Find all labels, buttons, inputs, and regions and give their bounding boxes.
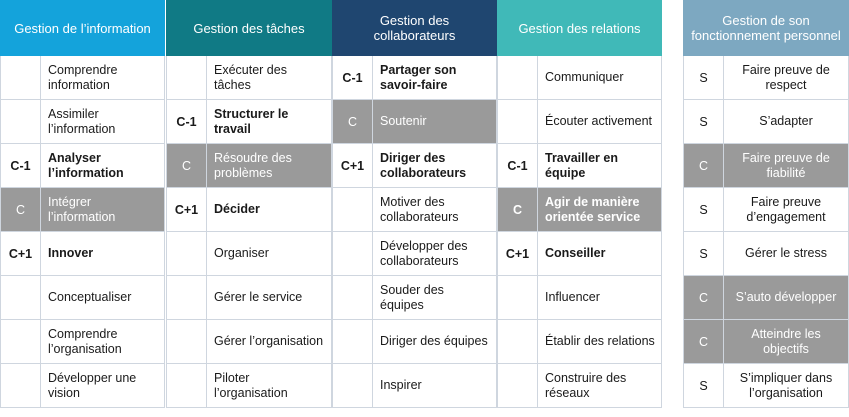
competency-list: [166, 56, 332, 408]
competency-label: Construire des réseaux: [545, 370, 627, 400]
competency-label-cell: [41, 100, 165, 143]
level-code: [167, 320, 207, 363]
competency-label-cell: [373, 276, 497, 319]
competency-row: [167, 364, 332, 408]
level-code: C: [333, 100, 373, 143]
group-fonctionnement: [683, 0, 849, 408]
competency-list: [0, 56, 165, 408]
competency-row: [333, 188, 497, 232]
competency-row: [498, 232, 662, 276]
competency-list: [332, 56, 497, 408]
competency-label-cell: [41, 56, 165, 99]
level-code: [498, 276, 538, 319]
level-code: C: [684, 144, 724, 187]
competency-label-cell: [207, 276, 332, 319]
competency-label-cell: [373, 100, 497, 143]
competency-label: Résoudre des problèmes: [214, 150, 292, 180]
competency-label-cell: [724, 188, 849, 231]
level-code: [1, 276, 41, 319]
competency-label: Exécuter des tâches: [214, 62, 287, 92]
level-code: C: [1, 188, 41, 231]
competency-label-cell: [724, 232, 849, 275]
competency-label-cell: [538, 188, 662, 231]
competency-row: [498, 188, 662, 232]
competency-row: [684, 56, 849, 100]
header-information: [0, 0, 165, 56]
competency-row: [1, 276, 165, 320]
competency-row: [333, 232, 497, 276]
level-code: [167, 364, 207, 407]
competency-label-cell: [538, 232, 662, 275]
competency-label-cell: [207, 232, 332, 275]
competency-row: [167, 56, 332, 100]
level-code: C+1: [333, 144, 373, 187]
header-label: Gestion des collaborateurs: [373, 13, 456, 43]
level-code: C: [498, 188, 538, 231]
competency-row: [684, 100, 849, 144]
level-code: C-1: [498, 144, 538, 187]
competency-row: [498, 144, 662, 188]
competency-row: [167, 100, 332, 144]
competency-label: Gérer le service: [214, 290, 303, 304]
competency-row: [498, 100, 662, 144]
competency-label-cell: [207, 188, 332, 231]
group-collaborateurs: [332, 0, 497, 408]
level-code: C+1: [498, 232, 538, 275]
competency-label: Développer une vision: [48, 370, 137, 400]
header-collaborateurs: [332, 0, 497, 56]
level-code: S: [684, 56, 724, 99]
competency-label: Structurer le travail: [214, 106, 289, 136]
competency-label-cell: [724, 100, 849, 143]
level-code: [498, 56, 538, 99]
competency-label-cell: [373, 56, 497, 99]
competency-label: Souder des équipes: [380, 282, 444, 312]
competency-label-cell: [207, 56, 332, 99]
competency-list: [497, 56, 662, 408]
competency-label-cell: [538, 144, 662, 187]
competency-label-cell: [207, 144, 332, 187]
competency-label: Écouter activement: [545, 114, 652, 128]
level-code: [167, 56, 207, 99]
level-code: [333, 276, 373, 319]
competency-label-cell: [373, 188, 497, 231]
competency-label-cell: [207, 364, 332, 407]
competency-label-cell: [538, 320, 662, 363]
competency-label: Innover: [48, 246, 94, 260]
competency-label: Organiser: [214, 246, 269, 260]
level-code: [167, 276, 207, 319]
competency-row: [684, 320, 849, 364]
competency-label-cell: [724, 320, 849, 363]
competency-row: [333, 56, 497, 100]
level-code: [333, 320, 373, 363]
competency-label-cell: [724, 56, 849, 99]
competency-row: [167, 276, 332, 320]
competency-label-cell: [41, 188, 165, 231]
competency-label: Faire preuve de fiabilité: [742, 150, 830, 180]
competency-label: S’adapter: [759, 114, 813, 128]
competency-label-cell: [41, 232, 165, 275]
competency-label: Établir des relations: [545, 334, 655, 348]
level-code: C+1: [167, 188, 207, 231]
competency-row: [498, 364, 662, 408]
level-code: S: [684, 188, 724, 231]
competency-label: Assimiler l’information: [48, 106, 116, 136]
competency-label: Analyser l’information: [48, 150, 124, 180]
level-code: [333, 364, 373, 407]
competency-row: [498, 56, 662, 100]
competency-label-cell: [724, 364, 849, 407]
competency-label: Développer des collaborateurs: [380, 238, 468, 268]
competency-label-cell: [373, 232, 497, 275]
competency-row: [333, 320, 497, 364]
header-fonctionnement: [683, 0, 849, 56]
competency-label: Intégrer l’information: [48, 194, 116, 224]
competency-label-cell: [207, 100, 332, 143]
competency-label-cell: [724, 144, 849, 187]
competency-label-cell: [41, 320, 165, 363]
competency-label-cell: [724, 276, 849, 319]
competency-row: [1, 320, 165, 364]
level-code: [498, 100, 538, 143]
competency-label: Partager son savoir-faire: [380, 62, 457, 92]
level-code: [333, 232, 373, 275]
competency-row: [684, 188, 849, 232]
competency-label: Décider: [214, 202, 260, 216]
competency-label-cell: [373, 364, 497, 407]
competency-label-cell: [373, 320, 497, 363]
competency-row: [167, 188, 332, 232]
competency-label-cell: [538, 276, 662, 319]
competency-label: Influencer: [545, 290, 600, 304]
competency-row: [498, 276, 662, 320]
competency-row: [333, 364, 497, 408]
competency-label: Faire preuve de respect: [742, 62, 830, 92]
level-code: C-1: [167, 100, 207, 143]
level-code: C: [684, 276, 724, 319]
level-code: C-1: [333, 56, 373, 99]
competency-row: [333, 276, 497, 320]
competency-label: Agir de manière orientée service: [545, 194, 641, 224]
level-code: [167, 232, 207, 275]
competency-label: Inspirer: [380, 378, 422, 392]
competency-label: Gérer l’organisation: [214, 334, 324, 348]
competency-row: [1, 100, 165, 144]
header-relations: [497, 0, 662, 56]
competency-label-cell: [538, 364, 662, 407]
level-code: [333, 188, 373, 231]
level-code: C+1: [1, 232, 41, 275]
level-code: [1, 100, 41, 143]
level-code: S: [684, 100, 724, 143]
competency-label-cell: [207, 320, 332, 363]
competency-row: [167, 320, 332, 364]
competency-row: [498, 320, 662, 364]
competency-label-cell: [41, 144, 165, 187]
level-code: S: [684, 364, 724, 407]
competency-row: [684, 276, 849, 320]
competency-row: [1, 232, 165, 276]
competency-label: S’impliquer dans l’organisation: [739, 370, 833, 400]
level-code: [1, 364, 41, 407]
competency-label: S’auto développer: [735, 290, 837, 304]
header-label: Gestion des tâches: [193, 20, 305, 36]
group-relations: [497, 0, 662, 408]
competency-row: [1, 364, 165, 408]
group-information: [0, 0, 165, 408]
header-label: Gestion de l’information: [14, 20, 151, 36]
competency-row: [684, 144, 849, 188]
competency-list: [683, 56, 849, 408]
competency-row: [684, 232, 849, 276]
competency-label-cell: [41, 276, 165, 319]
competency-label: Gérer le stress: [745, 246, 827, 260]
header-label: Gestion des relations: [518, 20, 641, 36]
level-code: C-1: [1, 144, 41, 187]
competency-label: Comprendre l’organisation: [48, 326, 122, 356]
level-code: [1, 56, 41, 99]
level-code: C: [684, 320, 724, 363]
competency-label-cell: [538, 56, 662, 99]
competency-row: [167, 232, 332, 276]
competency-label-cell: [41, 364, 165, 407]
competency-label: Soutenir: [380, 114, 427, 128]
competency-label: Atteindre les objectifs: [751, 326, 821, 356]
competency-row: [1, 188, 165, 232]
header-label: Gestion de son fonctionnement personnel: [691, 13, 841, 43]
group-taches: [166, 0, 332, 408]
competency-row: [1, 56, 165, 100]
competency-label: Comprendre information: [48, 62, 118, 92]
level-code: C: [167, 144, 207, 187]
level-code: S: [684, 232, 724, 275]
competency-label: Conceptualiser: [48, 290, 132, 304]
competency-label: Motiver des collaborateurs: [380, 194, 459, 224]
level-code: [1, 320, 41, 363]
competency-row: [684, 364, 849, 408]
competency-row: [1, 144, 165, 188]
competency-label-cell: [373, 144, 497, 187]
competency-row: [333, 144, 497, 188]
level-code: [498, 364, 538, 407]
competency-label: Diriger des équipes: [380, 334, 488, 348]
competency-row: [333, 100, 497, 144]
competency-label: Conseiller: [545, 246, 606, 260]
level-code: [498, 320, 538, 363]
competency-label: Travailler en équipe: [545, 150, 618, 180]
competency-label: Communiquer: [545, 70, 624, 84]
competency-label: Diriger des collaborateurs: [380, 150, 467, 180]
header-taches: [166, 0, 332, 56]
competency-label-cell: [538, 100, 662, 143]
competency-label: Piloter l’organisation: [214, 370, 288, 400]
competency-row: [167, 144, 332, 188]
competency-label: Faire preuve d’engagement: [746, 194, 826, 224]
